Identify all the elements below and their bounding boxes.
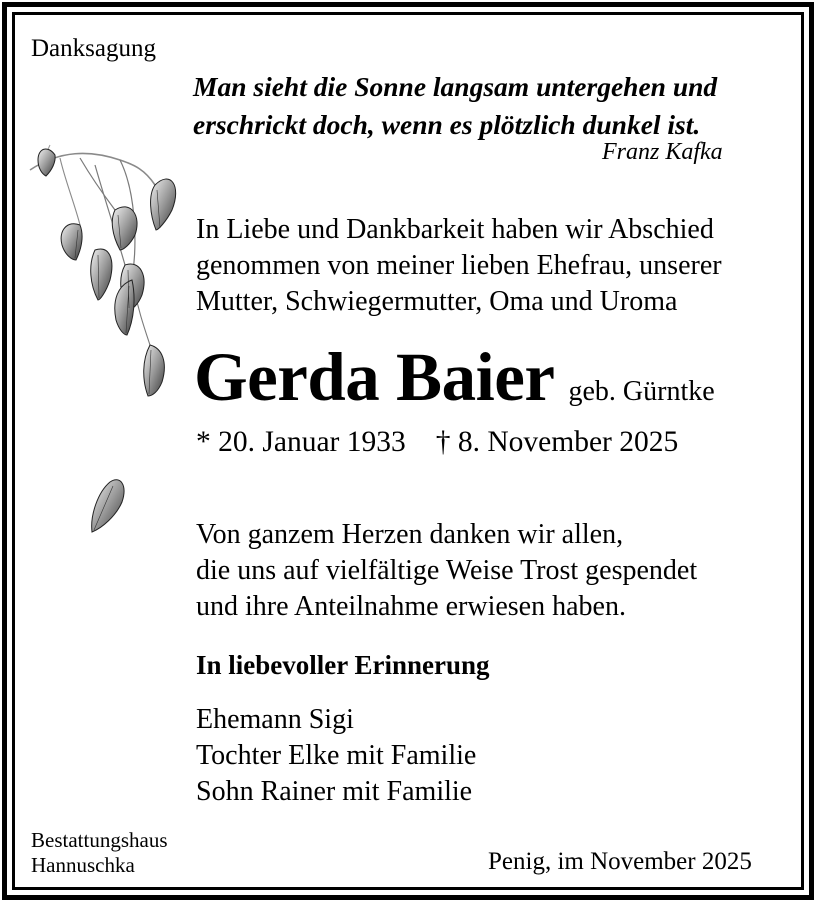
thanks-text [196,517,697,625]
intro-line: In Liebe und Dankbarkeit haben wir Abschied [196,214,714,245]
memory-heading: In liebevoller Erinnerung [196,650,490,680]
thanks-line: die uns auf vielfältige Weise Trost gespendet [196,555,698,586]
quote-line: Man sieht die Sonne langsam untergehen und [193,71,718,102]
birth-date: * 20. Januar 1933 [196,426,406,458]
intro-line: genommen von meiner lieben Ehefrau, unserer [196,250,722,281]
intro-line: Mutter, Schwiegermutter, Oma und Uroma [196,286,678,317]
life-dates [196,426,678,459]
thanks-line: Von ganzem Herzen danken wir allen, [196,519,624,550]
birch-branch-icon [20,130,200,550]
family-member: Sohn Rainer mit Familie [196,776,473,807]
family-member: Tochter Elke mit Familie [196,740,477,771]
quote-line: erschrickt doch, wenn es plötzlich dunkel ist. [193,109,701,140]
family-member: Ehemann Sigi [196,704,354,735]
family-list [196,702,476,810]
maiden-name: geb. Gürntke [568,376,715,407]
place-date: Penig, im November 2025 [488,848,752,875]
funeral-home [31,828,168,878]
heading-danksagung: Danksagung [31,35,156,62]
funeral-home-line: Hannuschka [31,853,135,877]
deceased-name: Gerda Baier [194,339,555,415]
funeral-home-line: Bestattungshaus [31,828,168,852]
quote [193,68,717,144]
quote-author: Franz Kafka [602,139,723,165]
intro-text [196,212,722,320]
deceased-name-line [194,339,715,415]
thanks-line: und ihre Anteilnahme erwiesen haben. [196,591,626,622]
death-date: † 8. November 2025 [435,426,679,458]
